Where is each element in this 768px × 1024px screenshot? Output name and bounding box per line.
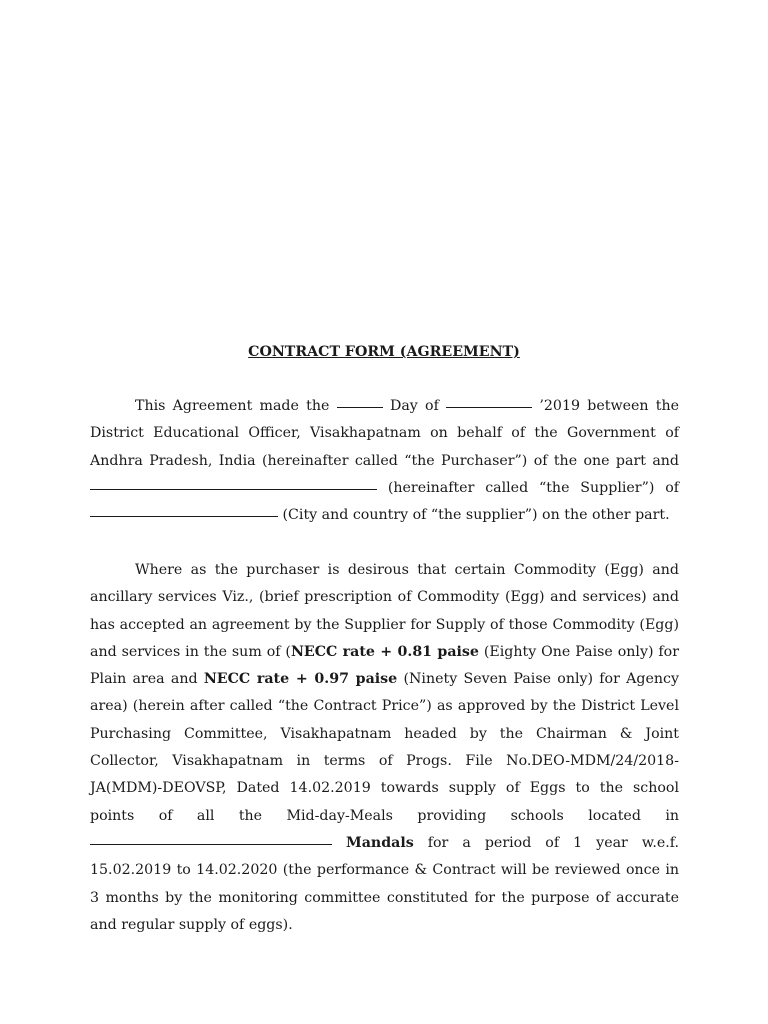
para1-line: (hereinafter called “the Supplier”) of (90, 475, 679, 502)
para1-line: (City and country of “the supplier”) on the other part. (90, 502, 679, 529)
para1-line: This Agreement made the Day of ’2019 between the (135, 398, 680, 414)
agency-area-rate: NECC rate + 0.97 paise (203, 671, 398, 688)
para2-line: points of all the Mid-day-Meals providing schools located in (90, 807, 679, 824)
para2-line: Mandals for a period of 1 year w.e.f. (90, 830, 679, 857)
document-title: CONTRACT FORM (AGREEMENT) (248, 344, 520, 360)
para2-line: has accepted an agreement by the Supplier for Supply of those Commodity (Egg) (90, 616, 679, 633)
para1-line: District Educational Officer, Visakhapatnam on behalf of the Government of (90, 425, 679, 442)
para2-line: 3 months by the monitoring committee constituted for the purpose of accurate (90, 889, 679, 906)
para2-line: and regular supply of eggs). (90, 916, 293, 933)
para2-line: Plain area and NECC rate + 0.97 paise (Ninety Seven Paise only) for Agency (90, 671, 679, 688)
para2-line: and services in the sum of (NECC rate + 0.81 paise (Eighty One Paise only) for (90, 643, 679, 660)
city-country-blank (90, 516, 278, 517)
agreement-paragraph (90, 393, 679, 529)
mandals-blank (90, 844, 332, 845)
para1-line: Andhra Pradesh, India (hereinafter called “the Purchaser”) of the one part and (90, 452, 679, 469)
mandals-label: Mandals (346, 834, 414, 851)
para2-line: JA(MDM)-DEOVSP, Dated 14.02.2019 towards supply of Eggs to the school (90, 780, 679, 797)
whereas-paragraph (90, 557, 679, 939)
para2-line: Purchasing Committee, Visakhapatnam headed by the Chairman & Joint (90, 725, 679, 742)
month-blank (446, 407, 532, 408)
para2-line: Where as the purchaser is desirous that certain Commodity (Egg) and (135, 562, 679, 578)
plain-area-rate: NECC rate + 0.81 paise (290, 643, 479, 660)
para2-line: 15.02.2019 to 14.02.2020 (the performance & Contract will be reviewed once in (90, 862, 679, 879)
para2-line: ancillary services Viz., (brief prescription of Commodity (Egg) and services) and (90, 589, 679, 606)
para2-line: Collector, Visakhapatnam in terms of Progs. File No.DEO-MDM/24/2018- (90, 753, 679, 770)
supplier-name-blank (90, 489, 377, 490)
day-blank (337, 407, 383, 408)
para2-line: area) (herein after called “the Contract Price”) as approved by the District Level (90, 698, 679, 715)
